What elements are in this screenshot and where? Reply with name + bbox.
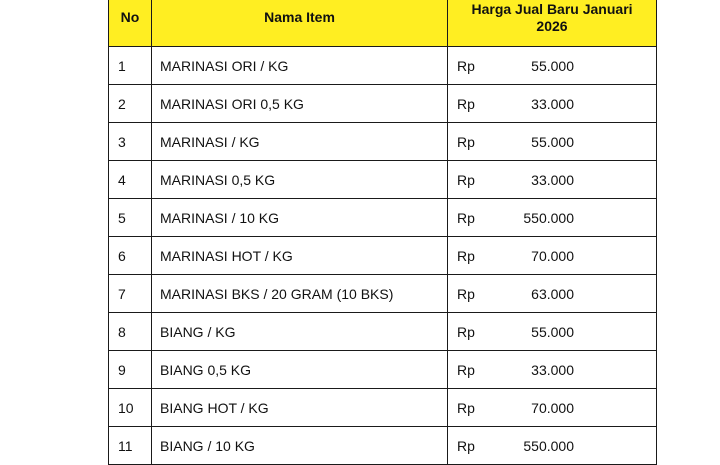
item-name: MARINASI / KG — [152, 123, 448, 161]
currency-label: Rp — [457, 57, 475, 74]
price-table — [108, 0, 657, 465]
price-cell — [448, 351, 657, 389]
table-row — [109, 199, 657, 237]
price-cell — [448, 237, 657, 275]
price-amount: 55.000 — [531, 133, 574, 150]
row-number: 5 — [109, 199, 152, 237]
header-no: No — [109, 0, 152, 47]
row-number: 9 — [109, 351, 152, 389]
item-name: MARINASI 0,5 KG — [152, 161, 448, 199]
header-price-line-2: 2026 — [536, 17, 568, 34]
price-amount: 550.000 — [523, 209, 574, 226]
table-row — [109, 275, 657, 313]
currency-label: Rp — [457, 361, 475, 378]
currency-label: Rp — [457, 171, 475, 188]
item-name: BIANG 0,5 KG — [152, 351, 448, 389]
item-name: MARINASI / 10 KG — [152, 199, 448, 237]
item-name: BIANG HOT / KG — [152, 389, 448, 427]
header-item-name: Nama Item — [152, 0, 448, 47]
header-row — [109, 0, 657, 47]
price-amount: 70.000 — [531, 247, 574, 264]
table-body — [109, 47, 657, 465]
price-amount: 33.000 — [531, 95, 574, 112]
price-cell — [448, 275, 657, 313]
price-cell — [448, 199, 657, 237]
price-cell — [448, 47, 657, 85]
table-row — [109, 123, 657, 161]
price-amount: 63.000 — [531, 285, 574, 302]
currency-label: Rp — [457, 399, 475, 416]
price-cell — [448, 389, 657, 427]
table-row — [109, 351, 657, 389]
table-row — [109, 237, 657, 275]
currency-label: Rp — [457, 133, 475, 150]
currency-label: Rp — [457, 285, 475, 302]
table-row — [109, 85, 657, 123]
row-number: 10 — [109, 389, 152, 427]
item-name: MARINASI HOT / KG — [152, 237, 448, 275]
currency-label: Rp — [457, 247, 475, 264]
table-row — [109, 161, 657, 199]
item-name: BIANG / 10 KG — [152, 427, 448, 465]
price-amount: 33.000 — [531, 361, 574, 378]
table-row — [109, 427, 657, 465]
price-cell — [448, 85, 657, 123]
row-number: 6 — [109, 237, 152, 275]
row-number: 11 — [109, 427, 152, 465]
table-row — [109, 389, 657, 427]
currency-label: Rp — [457, 437, 475, 454]
table-row — [109, 47, 657, 85]
price-amount: 33.000 — [531, 171, 574, 188]
item-name: MARINASI ORI / KG — [152, 47, 448, 85]
item-name: MARINASI BKS / 20 GRAM (10 BKS) — [152, 275, 448, 313]
price-amount: 55.000 — [531, 323, 574, 340]
price-cell — [448, 313, 657, 351]
currency-label: Rp — [457, 95, 475, 112]
table-row — [109, 313, 657, 351]
price-cell — [448, 427, 657, 465]
header-price-line-1: Harga Jual Baru Januari — [471, 0, 633, 17]
price-cell — [448, 123, 657, 161]
currency-label: Rp — [457, 209, 475, 226]
row-number: 4 — [109, 161, 152, 199]
row-number: 8 — [109, 313, 152, 351]
price-amount: 55.000 — [531, 57, 574, 74]
price-cell — [448, 161, 657, 199]
row-number: 3 — [109, 123, 152, 161]
row-number: 1 — [109, 47, 152, 85]
header-price — [448, 0, 657, 47]
row-number: 2 — [109, 85, 152, 123]
price-amount: 550.000 — [523, 437, 574, 454]
item-name: MARINASI ORI 0,5 KG — [152, 85, 448, 123]
item-name: BIANG / KG — [152, 313, 448, 351]
currency-label: Rp — [457, 323, 475, 340]
row-number: 7 — [109, 275, 152, 313]
price-amount: 70.000 — [531, 399, 574, 416]
